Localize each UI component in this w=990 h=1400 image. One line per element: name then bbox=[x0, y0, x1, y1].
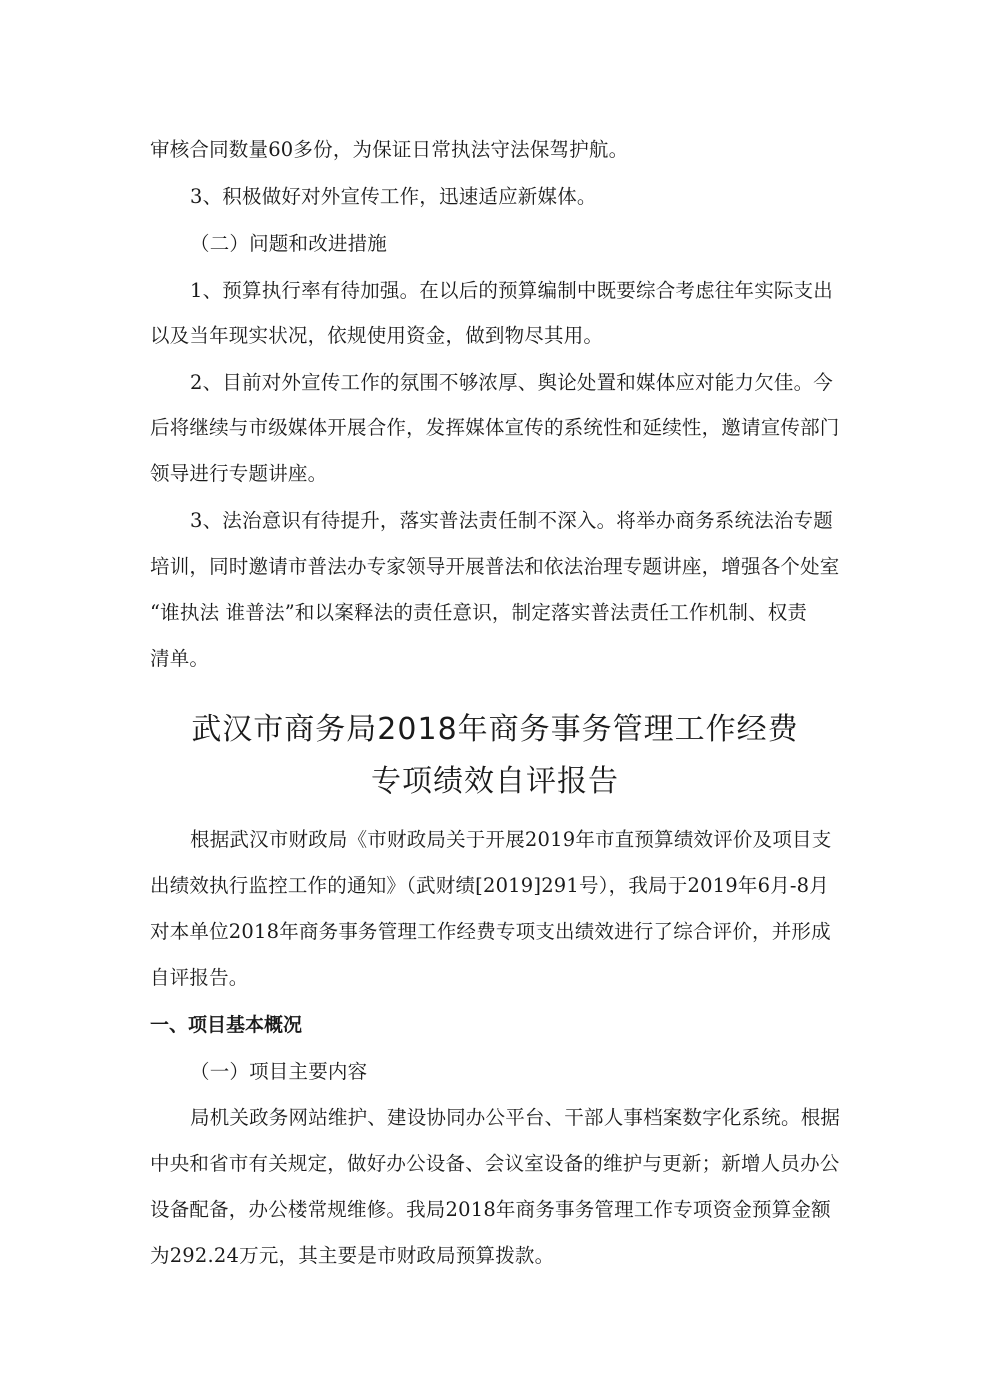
paragraph-line: 局机关政务网站维护、建设协同办公平台、干部人事档案数字化系统。根据 bbox=[190, 1106, 841, 1129]
paragraph-line: 自评报告。 bbox=[150, 966, 249, 989]
report-title-line1: 武汉市商务局2018年商务事务管理工作经费 bbox=[191, 712, 799, 747]
paragraph-line: 为292.24万元，其主要是市财政局预算拨款。 bbox=[150, 1244, 555, 1267]
paragraph-line: “谁执法 谁普法”和以案释法的责任意识，制定落实普法责任工作机制、权责 bbox=[150, 601, 808, 624]
paragraph-line: 中央和省市有关规定，做好办公设备、会议室设备的维护与更新；新增人员办公 bbox=[150, 1152, 840, 1175]
section-heading: 一、项目基本概况 bbox=[150, 1014, 303, 1036]
paragraph-line: 2、目前对外宣传工作的氛围不够浓厚、舆论处置和媒体应对能力欠佳。今 bbox=[190, 371, 834, 394]
paragraph-line: 培训，同时邀请市普法办专家领导开展普法和依法治理专题讲座，增强各个处室 bbox=[150, 555, 840, 578]
paragraph-line: 设备配备，办公楼常规维修。我局2018年商务事务管理工作专项资金预算金额 bbox=[150, 1198, 831, 1221]
paragraph-line: 3、积极做好对外宣传工作，迅速适应新媒体。 bbox=[190, 185, 597, 208]
paragraph-line: 审核合同数量60多份，为保证日常执法守法保驾护航。 bbox=[150, 138, 629, 161]
paragraph-line: 后将继续与市级媒体开展合作，发挥媒体宣传的系统性和延续性，邀请宣传部门 bbox=[150, 416, 840, 439]
paragraph-line: 领导进行专题讲座。 bbox=[150, 462, 328, 485]
paragraph-line: 以及当年现实状况，依规使用资金，做到物尽其用。 bbox=[150, 324, 604, 347]
paragraph-line: 1、预算执行率有待加强。在以后的预算编制中既要综合考虑往年实际支出 bbox=[190, 279, 834, 302]
subsection-heading: （一）项目主要内容 bbox=[190, 1060, 368, 1083]
paragraph-line: 清单。 bbox=[150, 647, 210, 670]
paragraph-line: 对本单位2018年商务事务管理工作经费专项支出绩效进行了综合评价，并形成 bbox=[150, 920, 831, 943]
paragraph-line: 根据武汉市财政局《市财政局关于开展2019年市直预算绩效评价及项目支 bbox=[190, 828, 832, 851]
paragraph-line: 出绩效执行监控工作的通知》（武财绩[2019]291号），我局于2019年6月-8月 bbox=[150, 874, 829, 897]
report-title-line2: 专项绩效自评报告 bbox=[371, 764, 619, 799]
paragraph-line: 3、法治意识有待提升，落实普法责任制不深入。将举办商务系统法治专题 bbox=[190, 509, 834, 532]
subsection-heading: （二）问题和改进措施 bbox=[190, 232, 388, 255]
